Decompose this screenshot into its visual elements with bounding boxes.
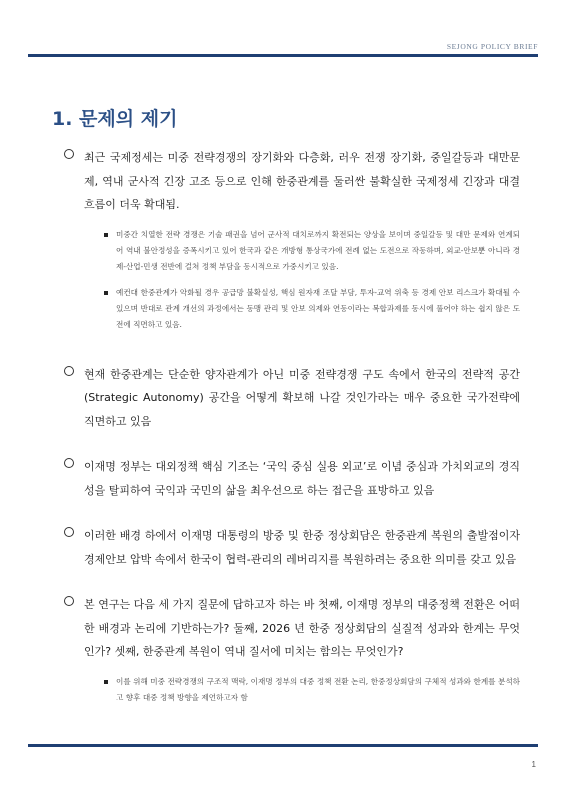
sub-bullet-item xyxy=(104,227,520,275)
bullet-item xyxy=(58,593,520,706)
sub-bullet-list xyxy=(84,674,520,706)
sub-bullet-item xyxy=(104,674,520,706)
bullet-text: 최근 국제정세는 미중 전략경쟁의 장기화와 다층화, 러우 전쟁 장기화, 중일갈등과 대만문제, 역내 군사적 긴장 고조 등으로 인해 한중관계를 둘러싼 불확실한 국제정세 긴장과 대결 흐름이 더욱 확대됨. xyxy=(84,151,520,211)
circle-bullet-icon xyxy=(64,458,74,468)
section-content xyxy=(58,146,520,716)
bullet-text: 본 연구는 다음 세 가지 질문에 답하고자 하는 바 첫째, 이재명 정부의 대중정책 전환은 어떠한 배경과 논리에 기반하는가? 둘째, 2026 년 한중 정상회담의 실질적 성과와 한계는 무엇인가? 셋째, 한중관계 복원이 역내 질서에 미치는 함의는 무엇인가? xyxy=(84,598,520,658)
sub-bullet-item xyxy=(104,285,520,333)
circle-bullet-icon xyxy=(64,149,74,159)
header-rule xyxy=(28,54,538,57)
circle-bullet-icon xyxy=(64,596,74,606)
square-bullet-icon xyxy=(104,291,108,295)
page-number: 1 xyxy=(531,760,536,769)
square-bullet-icon xyxy=(104,233,108,237)
sub-bullet-text: 예컨대 한중관계가 악화될 경우 공급망 불확실성, 핵심 원자재 조달 부담, 투자-교역 위축 등 경제 안보 리스크가 확대될 수 있으며 반대로 관계 개선의 과정에서는 동맹 관리 및 안보 의제와 연동이라는 복합과제를 동시에 풀어야 하는 쉽지 않은 도전에 직면하고 있음. xyxy=(116,287,520,329)
bullet-item xyxy=(58,146,520,333)
bullet-item xyxy=(58,455,520,502)
footer-rule xyxy=(28,744,538,747)
sub-bullet-text: 미중간 치열한 전략 경쟁은 기술 패권을 넘어 군사적 대치로까지 확전되는 양상을 보이며 중일갈등 및 대만 문제와 연계되어 역내 불안정성을 증폭시키고 있어 한국과 같은 개방형 통상국가에 전례 없는 도전으로 작동하며, 외교-안보뿐 아니라 경제-산업-민생 전반에 걸쳐 정책 부담을 동시적으로 가중시키고 있음. xyxy=(116,229,520,271)
bullet-item xyxy=(58,524,520,571)
bullet-text: 현재 한중관계는 단순한 양자관계가 아닌 미중 전략경쟁 구도 속에서 한국의 전략적 공간(Strategic Autonomy) 공간을 어떻게 확보해 나갈 것인가라는 매우 중요한 국가전략에 직면하고 있음 xyxy=(84,367,520,428)
bullet-text: 이재명 정부는 대외정책 핵심 기조는 ‘국익 중심 실용 외교’로 이념 중심과 가치외교의 경직성을 탈피하여 국익과 국민의 삶을 최우선으로 하는 접근을 표방하고 있음 xyxy=(84,460,520,497)
bullet-item xyxy=(58,363,520,434)
section-title: 1. 문제의 제기 xyxy=(52,108,178,130)
brand-logo: SEJONG POLICY BRIEF xyxy=(446,42,538,51)
bullet-text: 이러한 배경 하에서 이재명 대통령의 방중 및 한중 정상회담은 한중관계 복원의 출발점이자 경제안보 압박 속에서 한국이 협력-관리의 레버리지를 복원하려는 중요한 의미를 갖고 있음 xyxy=(84,529,520,566)
square-bullet-icon xyxy=(104,680,108,684)
circle-bullet-icon xyxy=(64,527,74,537)
circle-bullet-icon xyxy=(64,366,74,376)
sub-bullet-list xyxy=(84,227,520,333)
sub-bullet-text: 이를 위해 미중 전략경쟁의 구조적 맥락, 이재명 정부의 대중 정책 전환 논리, 한중정상회담의 구체적 성과와 한계를 분석하고 향후 대중 정책 방향을 제언하고자 함 xyxy=(116,676,520,702)
